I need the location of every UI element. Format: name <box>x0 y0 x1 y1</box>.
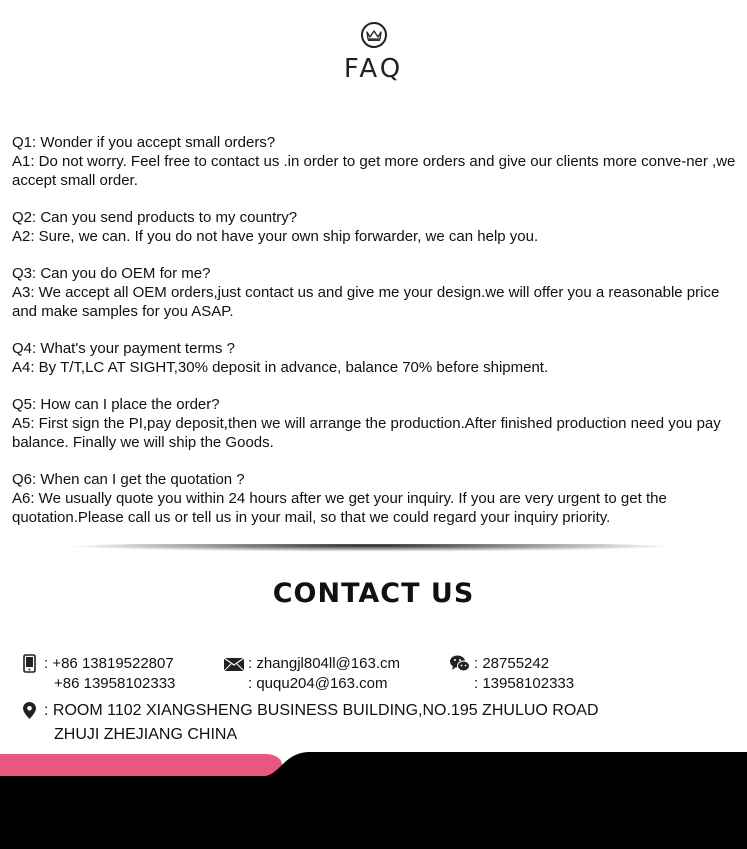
faq-answer: A2: Sure, we can. If you do not have your own ship forwarder, we can help you. <box>12 228 539 245</box>
wechat-block <box>474 654 574 694</box>
contact-title: CONTACT US <box>272 578 475 609</box>
faq-item <box>12 470 740 527</box>
page-title: FAQ <box>343 54 404 84</box>
address-block <box>44 699 599 747</box>
wechat-id: : 28755242 <box>474 655 550 672</box>
faq-header <box>0 22 747 84</box>
email-block <box>248 654 400 694</box>
divider-shadow <box>60 544 680 558</box>
email-address: : ququ204@163.com <box>248 675 388 692</box>
faq-question: Q5: How can I place the order? <box>12 396 220 413</box>
phone-block <box>44 654 175 694</box>
faq-item <box>12 133 740 190</box>
faq-answer: A1: Do not worry. Feel free to contact us .in order to get more orders and give our clients more conve-ner ,we accept small order. <box>12 153 736 189</box>
faq-item <box>12 208 740 246</box>
address-line: : ROOM 1102 XIANGSHENG BUSINESS BUILDING,NO.195 ZHULUO ROAD <box>44 702 599 719</box>
faq-question: Q1: Wonder if you accept small orders? <box>12 134 276 151</box>
faq-question: Q2: Can you send products to my country? <box>12 209 298 226</box>
faq-answer: A4: By T/T,LC AT SIGHT,30% deposit in advance, balance 70% before shipment. <box>12 359 549 376</box>
email-address: : zhangjl804ll@163.cm <box>248 655 400 672</box>
phone-icon <box>23 654 36 678</box>
address-line: ZHUJI ZHEJIANG CHINA <box>54 726 238 743</box>
faq-question: Q3: Can you do OEM for me? <box>12 265 211 282</box>
faq-item <box>12 264 740 321</box>
faq-list <box>12 133 740 545</box>
phone-number: : +86 13819522807 <box>44 655 174 672</box>
faq-answer: A5: First sign the PI,pay deposit,then we will arrange the production.After finished production need you pay balance. Finally we will ship the Goods. <box>12 415 721 451</box>
faq-question: Q6: When can I get the quotation ? <box>12 471 245 488</box>
wechat-id: : 13958102333 <box>474 675 575 692</box>
wechat-icon <box>450 655 470 677</box>
phone-number: +86 13958102333 <box>54 675 176 692</box>
faq-answer: A6: We usually quote you within 24 hours after we get your inquiry. If you are very urgent to get the quotation.Please call us or tell us in your mail, so that we could regard your inquiry priority. <box>12 490 667 526</box>
crown-icon <box>361 22 387 48</box>
faq-answer: A3: We accept all OEM orders,just contact us and give me your design.we will offer you a reasonable price and make samples for you ASAP. <box>12 284 720 320</box>
faq-item <box>12 395 740 452</box>
location-pin-icon <box>23 702 36 724</box>
faq-question: Q4: What's your payment terms ? <box>12 340 235 357</box>
mail-icon <box>224 658 244 676</box>
footer-band <box>0 752 747 849</box>
faq-item <box>12 339 740 377</box>
